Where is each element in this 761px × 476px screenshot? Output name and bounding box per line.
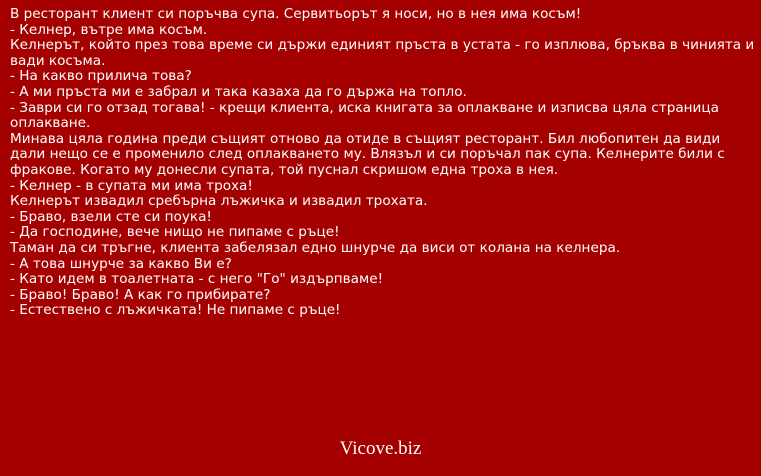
site-watermark: Vicove.biz [339, 438, 422, 459]
story-line: - Естествено с лъжичката! Не пипаме с ръце! [10, 302, 341, 319]
story-line: - Заври си го отзад тогава! - крещи клиента, иска книгата за оплакване и изписва цяла страница оплакване. [10, 99, 724, 132]
story-line: - А това шнурче за какво Ви е? [10, 255, 232, 272]
story-line: - Келнер - в супата ми има троха! [10, 177, 253, 194]
story-line: - А ми пръста ми е забрал и така казаха да го държа на топло. [10, 83, 467, 100]
story-line: - Келнер, вътре има косъм. [10, 21, 208, 38]
story-line: В ресторант клиент си поръчва супа. Сервитьорът я носи, но в нея има косъм! [10, 6, 582, 22]
story-line: - Браво! Браво! А как го прибирате? [10, 286, 271, 303]
story-line: Таман да си тръгне, клиента забелязал едно шнурче да виси от колана на келнера. [10, 239, 621, 256]
story-line: Минава цяла година преди същият отново да отиде в същият ресторант. Бил любопитен да види дали нещо се е променило след оплакването му. Влязъл и си поръчал пак супа. Келнерите били с фракове. Когато му донесли супата, той пуснал скришом една троха в нея. [10, 130, 730, 178]
story-line: - Да господине, вече нищо не пипаме с ръце! [10, 224, 340, 241]
joke-text [10, 6, 759, 319]
story-line: - Браво, взели сте си поука! [10, 208, 212, 225]
story-line: Келнерът извадил сребърна лъжичка и извадил трохата. [10, 193, 428, 210]
story-line: - На какво прилича това? [10, 68, 192, 85]
story-line: Келнерът, който през това време си държи единият пръста в устата - го изплюва, бръква в чинията и вади косъма. [10, 37, 759, 69]
story-line: - Като идем в тоалетната - с него "Го" издърпваме! [10, 271, 384, 288]
